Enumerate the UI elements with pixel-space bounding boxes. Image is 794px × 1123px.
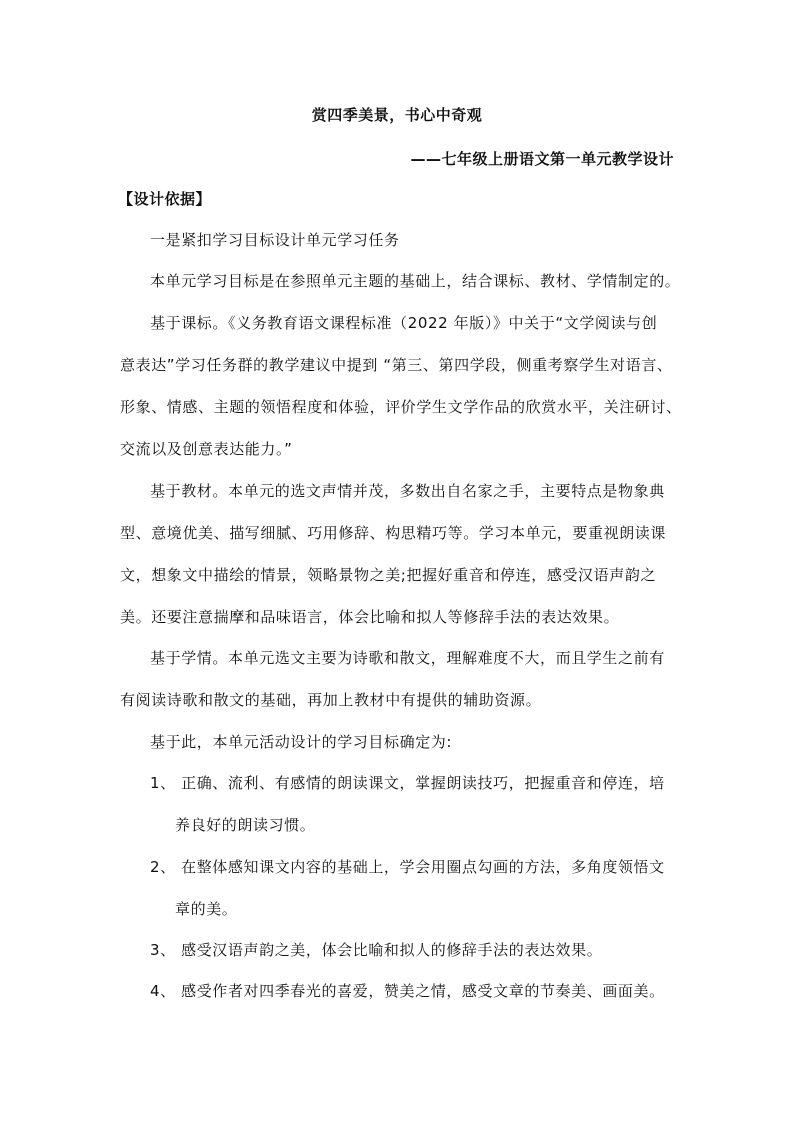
- paragraph-line: 美。还要注意揣摩和品味语言，体会比喻和拟人等修辞手法的表达效果。: [120, 608, 620, 626]
- document-subtitle: ——七年级上册语文第一单元教学设计: [410, 150, 674, 168]
- section-heading: 【设计依据】: [118, 190, 212, 208]
- document-title: 赏四季美景，书心中奇观: [311, 106, 483, 124]
- list-item: 1、 正确、流利、有感情的朗读课文，掌握朗读技巧，把握重音和停连，培: [150, 774, 665, 792]
- paragraph-line: 有阅读诗歌和散文的基础，再加上教材中有提供的辅助资源。: [120, 691, 542, 709]
- list-item: 2、 在整体感知课文内容的基础上，学会用圈点勾画的方法，多角度领悟文: [150, 858, 665, 876]
- paragraph-line: 一是紧扣学习目标设计单元学习任务: [150, 231, 400, 249]
- paragraph-line: 意表达”学习任务群的教学建议中提到 “第三、第四学段，侧重考察学生对语言、: [120, 356, 673, 374]
- list-item-continuation: 章的美。: [175, 900, 238, 918]
- paragraph-line: 文，想象文中描绘的情景，领略景物之美;把握好重音和停连，感受汉语声韵之: [120, 566, 657, 584]
- paragraph-line: 本单元学习目标是在参照单元主题的基础上，结合课标、教材、学情制定的。: [150, 272, 681, 290]
- paragraph-line: 基于课标。《义务教育语文课程标准（2022 年版）》中关于“文学阅读与创: [150, 314, 658, 332]
- paragraph-line: 交流以及创意表达能力。”: [120, 440, 293, 458]
- paragraph-line: 基于此，本单元活动设计的学习目标确定为:: [150, 733, 453, 751]
- paragraph-line: 形象、情感、主题的领悟程度和体验，评价学生文学作品的欣赏水平，关注研讨、: [120, 398, 682, 416]
- paragraph-line: 型、意境优美、描写细腻、巧用修辞、构思精巧等。学习本单元，要重视朗读课: [120, 524, 667, 542]
- list-item: 4、 感受作者对四季春光的喜爱，赞美之情，感受文章的节奏美、画面美。: [150, 982, 665, 1000]
- list-item-continuation: 养良好的朗读习惯。: [175, 816, 316, 834]
- list-item: 3、 感受汉语声韵之美，体会比喻和拟人的修辞手法的表达效果。: [150, 941, 603, 959]
- paragraph-line: 基于教材。本单元的选文声情并茂，多数出自名家之手，主要特点是物象典: [150, 482, 665, 500]
- paragraph-line: 基于学情。本单元选文主要为诗歌和散文，理解难度不大，而且学生之前有: [150, 649, 665, 667]
